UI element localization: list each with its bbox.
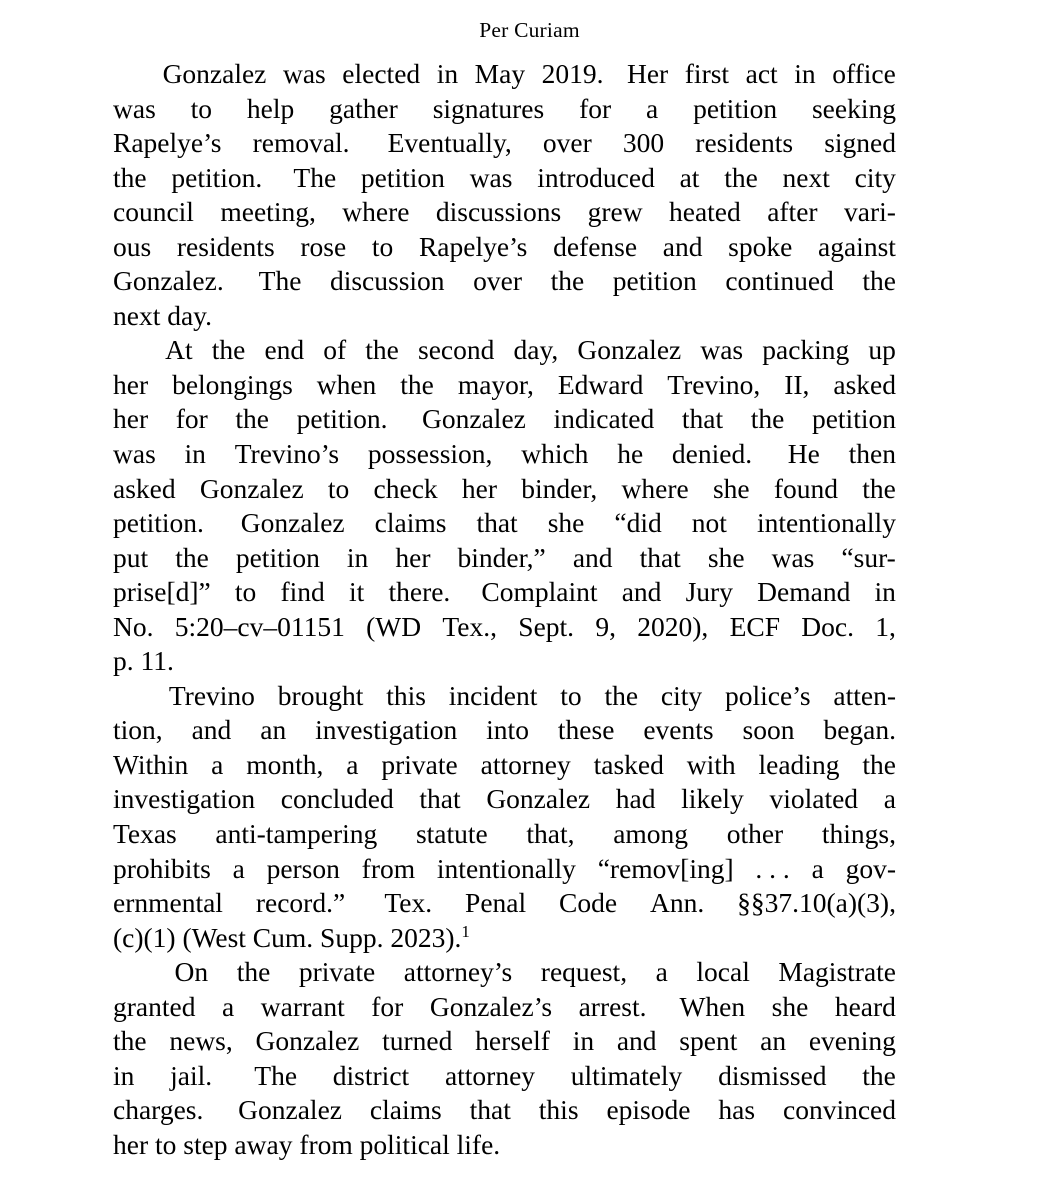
running-head: Per Curiam xyxy=(479,18,580,42)
word: was xyxy=(469,161,513,193)
word: local xyxy=(696,956,750,988)
word: her xyxy=(113,368,149,400)
word: arrest. xyxy=(578,990,647,1022)
word: this xyxy=(538,1094,579,1126)
word: the xyxy=(365,334,399,366)
word: ultimately xyxy=(570,1059,683,1091)
word: II, xyxy=(784,368,810,400)
paragraph xyxy=(113,57,896,333)
word: binder,” xyxy=(457,541,546,573)
word: Complaint xyxy=(474,576,598,608)
word: in xyxy=(874,576,896,608)
word: petition. xyxy=(296,403,388,435)
word: which xyxy=(521,438,589,470)
word: convinced xyxy=(782,1094,896,1126)
word: Doc. xyxy=(801,610,854,642)
word: to xyxy=(190,92,213,124)
word: gov- xyxy=(845,852,896,884)
word: that xyxy=(469,1094,511,1126)
word: Her xyxy=(620,58,669,89)
word: heated xyxy=(669,196,741,228)
word: that, xyxy=(526,818,575,850)
word: a xyxy=(232,852,245,884)
text-line xyxy=(113,506,896,541)
text-line xyxy=(113,402,896,437)
word: Within xyxy=(113,748,189,780)
word: district xyxy=(332,1059,410,1091)
word: spoke xyxy=(728,230,793,262)
word: ECF xyxy=(729,610,780,642)
word: dismissed xyxy=(718,1059,827,1091)
word: intentionally xyxy=(756,507,896,539)
word: in xyxy=(113,1059,135,1091)
word: grew xyxy=(587,196,643,228)
word: has xyxy=(718,1094,756,1126)
word: 2019. xyxy=(541,58,604,89)
word: Trevino, xyxy=(667,368,761,400)
text-line xyxy=(113,886,896,921)
body-text-column xyxy=(113,57,896,1163)
word: petition. xyxy=(113,507,204,539)
word: the xyxy=(862,472,896,504)
paragraph xyxy=(113,679,896,955)
word: she xyxy=(712,472,750,504)
word: city xyxy=(660,679,703,711)
word: Code xyxy=(559,887,618,919)
word: these xyxy=(557,714,615,746)
word: petition xyxy=(235,541,320,573)
word: it xyxy=(349,576,365,608)
word: The xyxy=(287,161,337,193)
word: the xyxy=(862,265,896,297)
word: the xyxy=(113,1025,147,1057)
word: granted xyxy=(113,990,196,1022)
word: police’s xyxy=(724,679,811,711)
word: and xyxy=(616,1025,657,1057)
word: first xyxy=(684,58,730,89)
text-line xyxy=(113,852,896,887)
line-text: next day. xyxy=(113,299,213,331)
word: 5:20–cv–01151 xyxy=(174,610,345,642)
word: and xyxy=(572,541,613,573)
word: §§37.10(a)(3), xyxy=(737,887,896,919)
word: where xyxy=(621,472,689,504)
word: “remov[ing] xyxy=(597,852,734,884)
word: day, xyxy=(513,334,559,366)
word: ernmental xyxy=(113,887,223,919)
word: vari- xyxy=(843,196,896,228)
word: meeting, xyxy=(220,196,316,228)
word: 9, xyxy=(595,610,616,642)
word: this xyxy=(386,679,426,711)
word: began. xyxy=(823,714,896,746)
word: violated xyxy=(769,783,859,815)
word: news, xyxy=(169,1025,233,1057)
word: she xyxy=(771,990,809,1022)
word: her xyxy=(113,403,149,435)
word: there. xyxy=(388,576,451,608)
word: the xyxy=(400,368,434,400)
word: to xyxy=(560,679,582,711)
word: when xyxy=(316,368,377,400)
word: the xyxy=(175,541,209,573)
word: events xyxy=(643,714,714,746)
word: petition. xyxy=(171,161,263,193)
word: warrant xyxy=(260,990,345,1022)
word: likely xyxy=(681,783,744,815)
word: office xyxy=(832,58,896,89)
word: packing xyxy=(762,334,850,366)
word: he xyxy=(617,438,644,470)
word: the xyxy=(113,161,147,193)
word: The xyxy=(247,1059,298,1091)
word: in xyxy=(346,541,369,573)
word: for xyxy=(371,990,404,1022)
word: a xyxy=(655,956,668,988)
text-line xyxy=(113,161,896,196)
text-line xyxy=(113,610,896,645)
word: Tex., xyxy=(442,610,497,642)
word: anti-tampering xyxy=(215,818,378,850)
line-text: her to step away from political life. xyxy=(113,1128,501,1160)
word: prise[d]” xyxy=(113,576,211,608)
word: among xyxy=(613,818,689,850)
word: second xyxy=(418,334,495,366)
word: statute xyxy=(415,818,488,850)
word: find xyxy=(280,576,325,608)
word: petition xyxy=(693,92,778,124)
text-line xyxy=(113,1128,896,1163)
word: was xyxy=(700,334,744,366)
word: belongings xyxy=(172,368,293,400)
line-text: p. 11. xyxy=(113,645,174,677)
word: Gonzalez xyxy=(199,472,304,504)
word: prohibits xyxy=(113,852,211,884)
word: “sur- xyxy=(841,541,896,573)
text-line xyxy=(113,782,896,817)
word: 1, xyxy=(875,610,896,642)
word: petition xyxy=(360,161,445,193)
word: defense xyxy=(553,230,638,262)
word: Ann. xyxy=(649,887,705,919)
word: things, xyxy=(821,818,896,850)
word: the xyxy=(550,265,585,297)
word: . . . xyxy=(755,852,790,884)
word: end xyxy=(264,334,305,366)
word: where xyxy=(342,196,410,228)
word: Tex. xyxy=(378,887,433,919)
word: put xyxy=(113,541,149,573)
word: When xyxy=(673,990,746,1022)
text-line xyxy=(113,299,896,334)
word: after xyxy=(767,196,818,228)
word: from xyxy=(361,852,416,884)
word: episode xyxy=(606,1094,691,1126)
line-text: (c)(1) (West Cum. Supp. 2023). xyxy=(113,921,462,953)
word: residents xyxy=(176,230,275,262)
word: month, xyxy=(246,748,324,780)
word: Rapelye’s xyxy=(418,230,528,262)
word: attorney’s xyxy=(403,956,513,988)
word: that xyxy=(639,541,681,573)
word: heard xyxy=(834,990,896,1022)
word: Rapelye’s xyxy=(113,127,222,159)
word: for xyxy=(579,92,612,124)
word: denied. xyxy=(671,438,753,470)
word: up xyxy=(868,334,896,366)
word: check xyxy=(373,472,438,504)
word: the xyxy=(211,334,246,366)
word: removal. xyxy=(252,127,350,159)
word: the xyxy=(236,956,271,988)
word: Gonzalez xyxy=(162,58,267,89)
word: a xyxy=(646,92,659,124)
word: ous xyxy=(113,230,152,262)
word: the xyxy=(862,1059,896,1091)
word: was xyxy=(771,541,815,573)
word: residents xyxy=(695,127,794,159)
word: evening xyxy=(808,1025,896,1057)
word: then xyxy=(848,438,896,470)
word: Gonzalez xyxy=(255,1025,360,1057)
text-line xyxy=(113,679,896,714)
word: over xyxy=(473,265,522,297)
text-line xyxy=(113,126,896,161)
word: No. xyxy=(113,610,154,642)
word: against xyxy=(818,230,896,262)
word: her xyxy=(461,472,498,504)
word: rose xyxy=(300,230,347,262)
word: in xyxy=(794,58,816,89)
word: He xyxy=(780,438,820,470)
word: mayor, xyxy=(457,368,534,400)
word: into xyxy=(486,714,529,746)
word: elected xyxy=(342,58,421,89)
word: concluded xyxy=(280,783,394,815)
word: 300 xyxy=(622,127,665,159)
word: charges. xyxy=(113,1094,204,1126)
word: Sept. xyxy=(518,610,575,642)
word: in xyxy=(572,1025,595,1057)
text-line xyxy=(113,472,896,507)
word: other xyxy=(726,818,784,850)
word: her xyxy=(395,541,431,573)
word: the xyxy=(750,403,785,435)
word: investigation xyxy=(315,714,458,746)
text-line xyxy=(113,713,896,748)
text-line xyxy=(113,921,896,956)
word: seeking xyxy=(811,92,896,124)
word: a xyxy=(883,783,896,815)
word: gather xyxy=(329,92,398,124)
word: Trevino’s xyxy=(234,438,340,470)
word: May xyxy=(474,58,526,89)
word: indicated xyxy=(553,403,655,435)
text-line xyxy=(113,195,896,230)
word: introduced xyxy=(537,161,655,193)
word: 2020), xyxy=(637,610,709,642)
text-line xyxy=(113,230,896,265)
word: with xyxy=(686,748,736,780)
word: city xyxy=(854,161,896,193)
text-line xyxy=(113,748,896,783)
word: she xyxy=(547,507,585,539)
word: jail. xyxy=(170,1059,213,1091)
word: the xyxy=(724,161,758,193)
word: possession, xyxy=(367,438,493,470)
word: Trevino xyxy=(168,679,255,711)
word: was xyxy=(113,438,156,470)
paragraph xyxy=(113,333,896,678)
word: a xyxy=(211,748,224,780)
word: and xyxy=(662,230,703,262)
word: tion, xyxy=(113,714,163,746)
word: she xyxy=(707,541,745,573)
word: Demand xyxy=(757,576,851,608)
word: spent xyxy=(679,1025,738,1057)
word: Gonzalez xyxy=(231,1094,342,1126)
word: the xyxy=(235,403,270,435)
word: leading xyxy=(758,748,840,780)
text-line xyxy=(113,333,896,368)
word: Gonzalez. xyxy=(113,265,224,297)
word: was xyxy=(282,58,326,89)
word: petition xyxy=(612,265,697,297)
word: found xyxy=(773,472,839,504)
word: in xyxy=(436,58,459,89)
word: petition xyxy=(811,403,896,435)
word: over xyxy=(542,127,592,159)
word: Gonzalez’s xyxy=(429,990,553,1022)
text-line xyxy=(113,541,896,576)
word: binder, xyxy=(521,472,598,504)
word: to xyxy=(327,472,350,504)
word: that xyxy=(419,783,461,815)
word: to xyxy=(371,230,394,262)
word: asked xyxy=(833,368,896,400)
word: person xyxy=(266,852,340,884)
word: had xyxy=(615,783,656,815)
word: for xyxy=(175,403,208,435)
text-line xyxy=(113,1093,896,1128)
paragraph-indent xyxy=(113,333,146,368)
word: discussion xyxy=(329,265,445,297)
word: attorney xyxy=(444,1059,536,1091)
word: Gonzalez xyxy=(233,507,345,539)
word: incident xyxy=(448,679,538,711)
word: that xyxy=(476,507,518,539)
word: help xyxy=(246,92,295,124)
word: was xyxy=(113,92,156,124)
word: next xyxy=(782,161,830,193)
word: not xyxy=(691,507,727,539)
word: “did xyxy=(614,507,662,539)
text-line xyxy=(113,575,896,610)
word: act xyxy=(745,58,778,89)
word: discussions xyxy=(435,196,562,228)
word: a xyxy=(811,852,824,884)
word: to xyxy=(234,576,257,608)
word: Penal xyxy=(465,887,527,919)
word: of xyxy=(323,334,347,366)
word: The xyxy=(252,265,302,297)
word: that xyxy=(681,403,724,435)
word: and xyxy=(621,576,662,608)
word: investigation xyxy=(113,783,256,815)
word: record.” xyxy=(255,887,346,919)
word: (WD xyxy=(366,610,422,642)
text-line xyxy=(113,437,896,472)
word: atten- xyxy=(833,679,896,711)
word: at xyxy=(679,161,700,193)
word: Eventually, xyxy=(380,127,512,159)
word: On xyxy=(174,956,209,988)
word: soon xyxy=(742,714,795,746)
word: an xyxy=(260,714,287,746)
word: council xyxy=(113,196,194,228)
word: Jury xyxy=(685,576,733,608)
text-line xyxy=(113,1024,896,1059)
word: Gonzalez xyxy=(415,403,526,435)
word: claims xyxy=(369,1094,442,1126)
paragraph-indent xyxy=(113,679,146,714)
text-line xyxy=(113,264,896,299)
word: an xyxy=(760,1025,787,1057)
word: claims xyxy=(374,507,447,539)
text-line xyxy=(113,817,896,852)
word: tasked xyxy=(593,748,664,780)
text-line xyxy=(113,990,896,1025)
word: continued xyxy=(725,265,834,297)
text-line xyxy=(113,368,896,403)
word: turned xyxy=(382,1025,453,1057)
word: brought xyxy=(277,679,364,711)
word: herself xyxy=(475,1025,550,1057)
paragraph xyxy=(113,955,896,1162)
word: in xyxy=(184,438,206,470)
word: At xyxy=(165,334,193,366)
paragraph-indent xyxy=(113,57,146,92)
word: Edward xyxy=(557,368,644,400)
word: Magistrate xyxy=(778,956,896,988)
text-line xyxy=(113,57,896,92)
text-line xyxy=(113,644,896,679)
footnote-marker[interactable]: 1 xyxy=(461,921,470,941)
word: request, xyxy=(540,956,628,988)
word: the xyxy=(604,679,639,711)
word: attorney xyxy=(480,748,571,780)
text-line xyxy=(113,955,896,990)
word: a xyxy=(346,748,359,780)
word: signatures xyxy=(432,92,545,124)
paragraph-indent xyxy=(113,955,146,990)
word: the xyxy=(862,748,896,780)
word: Gonzalez xyxy=(486,783,591,815)
text-line xyxy=(113,1059,896,1094)
word: private xyxy=(298,956,376,988)
text-line xyxy=(113,92,896,127)
word: Gonzalez xyxy=(577,334,682,366)
word: a xyxy=(222,990,235,1022)
word: and xyxy=(191,714,232,746)
word: private xyxy=(381,748,458,780)
word: signed xyxy=(824,127,896,159)
word: asked xyxy=(113,472,176,504)
word: Texas xyxy=(113,818,177,850)
word: intentionally xyxy=(436,852,576,884)
